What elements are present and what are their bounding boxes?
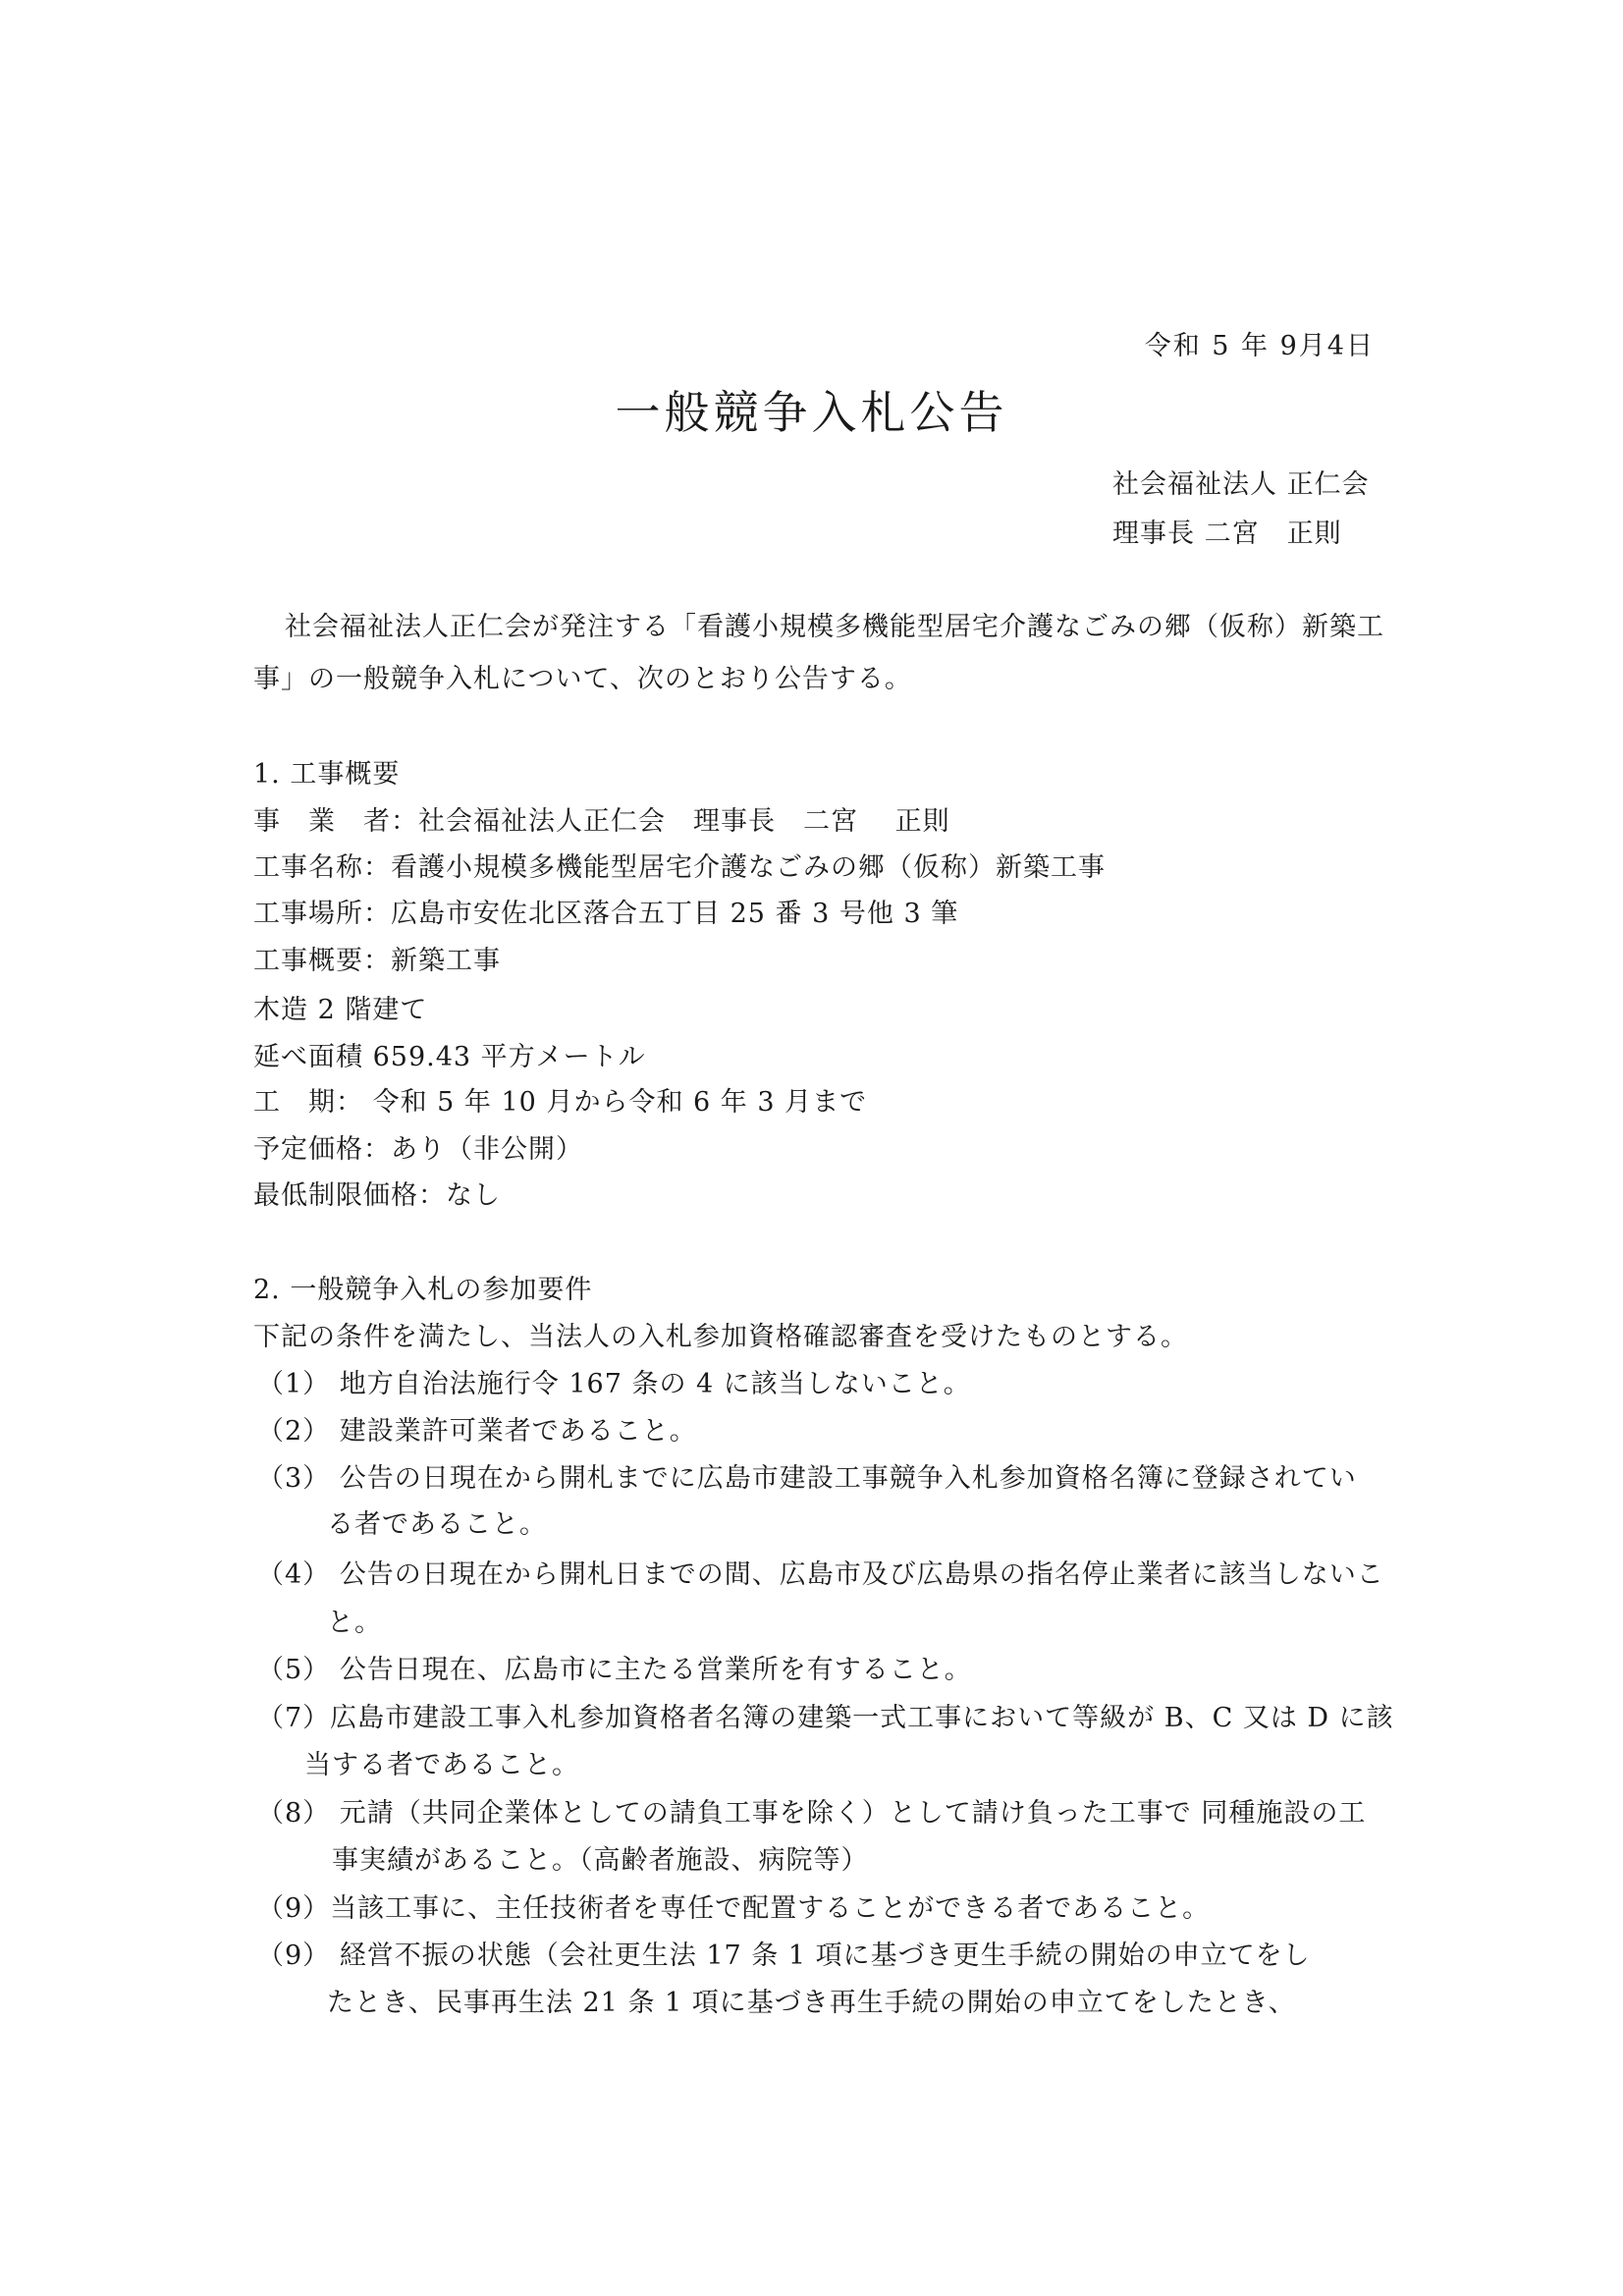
section1-heading: 1. 工事概要 (253, 759, 401, 790)
overview-line: 工 期： 令和 5 年 10 月から令和 6 年 3 月まで (253, 1087, 868, 1118)
requirement-item: （8） 元請（共同企業体としての請負工事を除く）として請け負った工事で 同種施設の工 (257, 1798, 1367, 1829)
section2-lead: 下記の条件を満たし、当法人の入札参加資格確認審査を受けたものとする。 (253, 1322, 1188, 1352)
overview-line: 最低制限価格：なし (253, 1180, 501, 1211)
requirement-item-continuation: る者であること。 (327, 1509, 547, 1540)
overview-line: 事 業 者：社会福祉法人正仁会 理事長 二宮 正則 (253, 806, 950, 837)
document-date: 令和 5 年 9月4日 (1144, 331, 1375, 361)
requirement-item-continuation: と。 (327, 1608, 382, 1638)
requirement-item: （5） 公告日現在、広島市に主たる営業所を有すること。 (257, 1655, 972, 1685)
requirement-item: （9）当該工事に、主任技術者を専任で配置することができる者であること。 (257, 1893, 1211, 1924)
overview-line: 延べ面積 659.43 平方メートル (253, 1042, 646, 1072)
overview-line: 工事概要：新築工事 (253, 946, 501, 976)
overview-line: 工事名称：看護小規模多機能型居宅介護なごみの郷（仮称）新築工事 (253, 852, 1106, 883)
requirement-item-continuation: 当する者であること。 (304, 1750, 579, 1780)
requirement-item: （2） 建設業許可業者であること。 (257, 1416, 697, 1447)
overview-line: 木造 2 階建て (253, 995, 428, 1025)
intro-line: 事」の一般競争入札について、次のとおり公告する。 (253, 664, 912, 694)
requirement-item-continuation: 事実績があること。（高齢者施設、病院等） (332, 1845, 869, 1876)
section2-heading: 2. 一般競争入札の参加要件 (253, 1275, 593, 1305)
requirement-item: （7）広島市建設工事入札参加資格者名簿の建築一式工事において等級が B、C 又は D に該 (257, 1703, 1394, 1733)
intro-line: 社会福祉法人正仁会が発注する「看護小規模多機能型居宅介護なごみの郷（仮称）新築工 (285, 612, 1384, 642)
overview-line: 予定価格：あり（非公開） (253, 1134, 583, 1165)
requirement-item: （4） 公告の日現在から開札日までの間、広島市及び広島県の指名停止業者に該当しないこ (257, 1559, 1384, 1590)
requirement-item: （3） 公告の日現在から開札までに広島市建設工事競争入札参加資格名簿に登録されてい (257, 1463, 1357, 1494)
requirement-item-continuation: たとき、民事再生法 21 条 1 項に基づき再生手続の開始の申立てをしたとき、 (327, 1988, 1296, 2018)
issuer-organization: 社会福祉法人 正仁会 (1112, 469, 1370, 500)
requirement-item: （1） 地方自治法施行令 167 条の 4 に該当しないこと。 (257, 1369, 971, 1399)
requirement-item: （9） 経営不振の状態（会社更生法 17 条 1 項に基づき更生手続の開始の申立てをし (257, 1941, 1311, 1971)
document-title: 一般競争入札公告 (615, 386, 1008, 439)
issuer-person: 理事長 二宮 正則 (1112, 519, 1342, 549)
overview-line: 工事場所：広島市安佐北区落合五丁目 25 番 3 号他 3 筆 (253, 899, 959, 929)
